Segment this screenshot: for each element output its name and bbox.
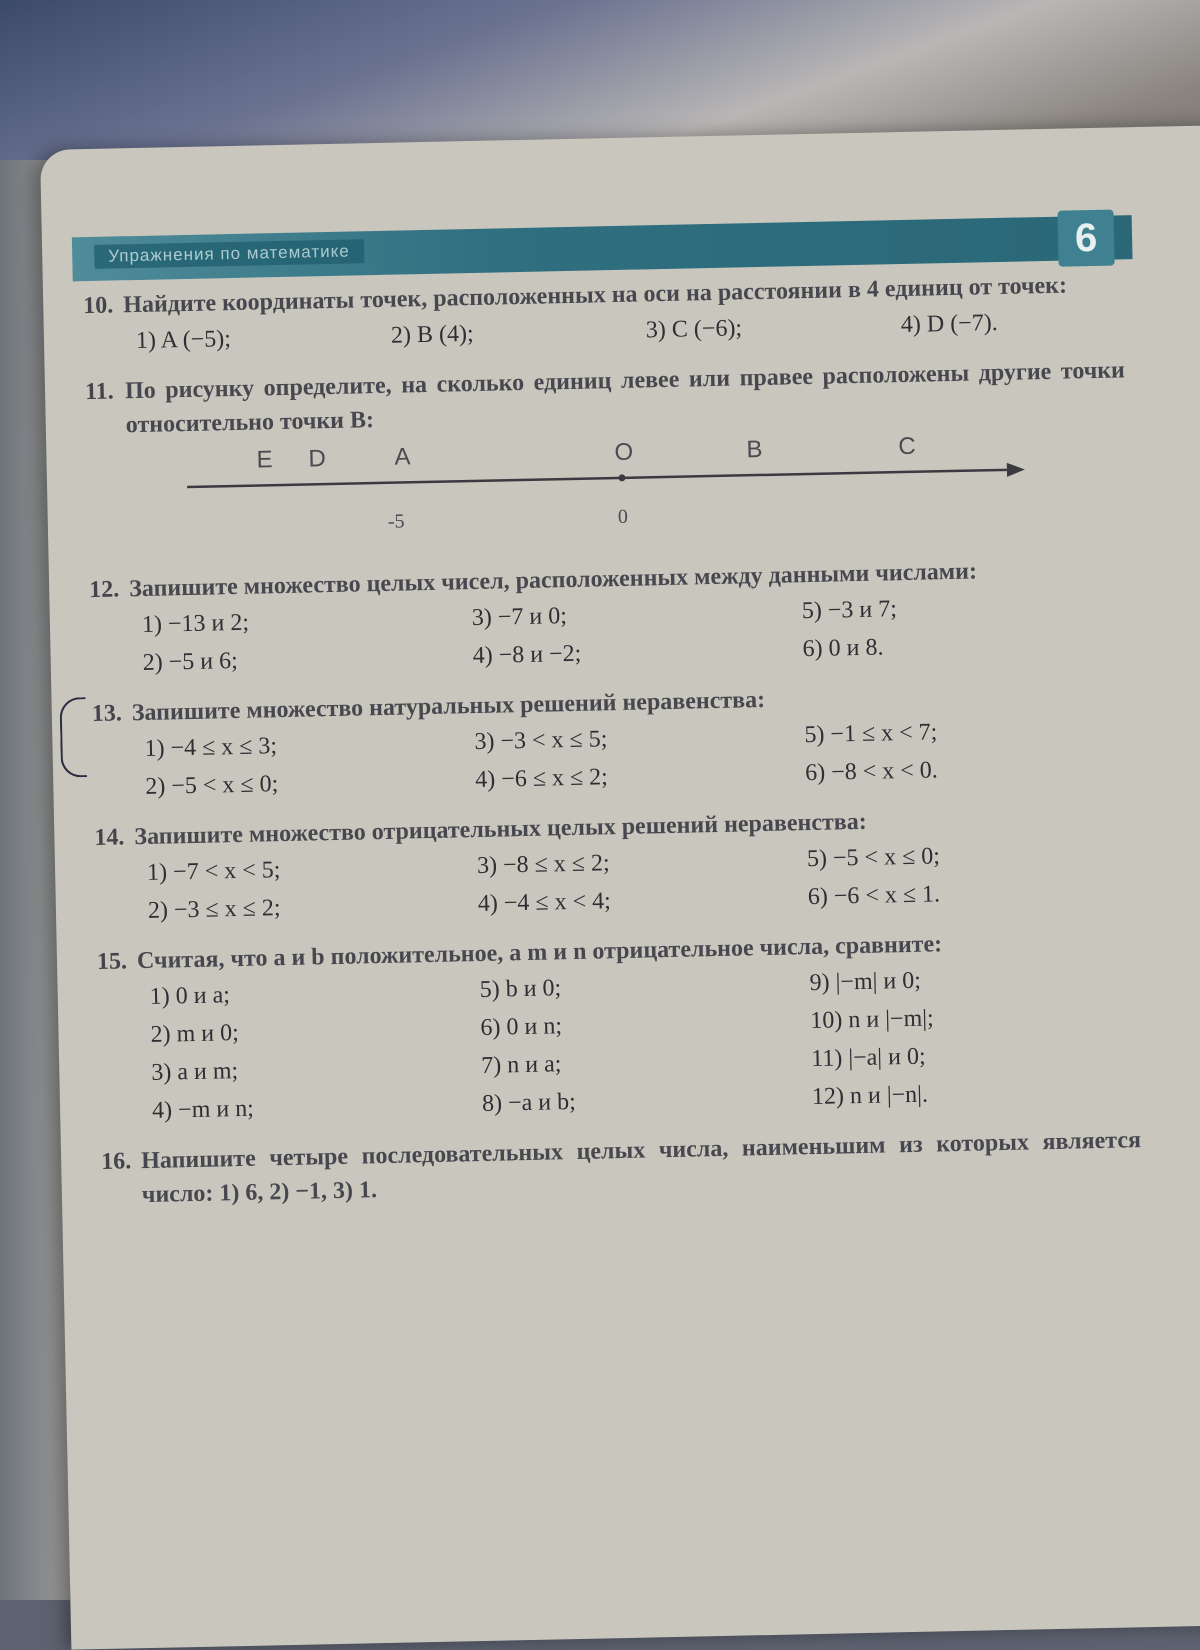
task-item: 10) n и |−m|;	[810, 1005, 934, 1035]
task-item: 2) m и 0;	[150, 1020, 239, 1048]
task-item: 4) −4 ≤ x < 4;	[477, 888, 612, 917]
point-label-c: C	[898, 432, 917, 461]
task-item: 6) −6 < x ≤ 1.	[807, 881, 941, 911]
task-item: 2) B (4);	[390, 320, 474, 349]
task-item: 7) n и a;	[481, 1051, 562, 1079]
task-item: 1) −7 < x < 5;	[146, 857, 281, 886]
task-10	[83, 267, 1124, 361]
task-15	[97, 923, 1141, 1131]
task-item: 1) −13 и 2;	[141, 609, 250, 638]
task-item: 3) −8 ≤ x ≤ 2;	[476, 850, 610, 880]
tick-label-minus-5: -5	[387, 510, 405, 533]
task-item: 4) −8 и −2;	[472, 640, 582, 670]
point-label-d: D	[308, 445, 327, 473]
number-line-figure	[86, 425, 1128, 547]
point-label-e: E	[256, 446, 273, 474]
task-item: 3) −7 и 0;	[471, 603, 568, 632]
task-text: Запишите множество отрицательных целых решений неравенства:	[134, 808, 867, 851]
task-item: 5) −3 и 7;	[801, 596, 898, 625]
task-13	[91, 675, 1133, 807]
task-item: 5) −5 < x ≤ 0;	[806, 843, 941, 873]
task-item: 6) 0 и n;	[480, 1013, 563, 1041]
task-item: 4) −6 ≤ x ≤ 2;	[475, 764, 609, 794]
task-item: 2) −3 ≤ x ≤ 2;	[147, 895, 281, 924]
task-text: Найдите координаты точек, расположенных на оси на расстоянии в 4 единиц от точек:	[122, 272, 1068, 319]
task-item: 9) |−m| и 0;	[809, 967, 922, 997]
point-label-b: B	[746, 435, 763, 464]
task-item: 5) −1 ≤ x < 7;	[804, 719, 938, 749]
task-items	[97, 957, 1140, 1131]
task-item: 6) −8 < x < 0.	[804, 757, 939, 787]
task-item: 3) a и m;	[151, 1058, 239, 1086]
task-item: 8) −a и b;	[481, 1088, 577, 1117]
page-number: 6	[1057, 210, 1114, 267]
task-text: Запишите множество целых чисел, расположенных между данными числами:	[128, 558, 978, 603]
task-item: 4) −m и n;	[151, 1095, 255, 1124]
task-text: Запишите множество натуральных решений неравенства:	[131, 686, 766, 727]
task-number: 12.	[88, 576, 120, 604]
task-number: 13.	[91, 700, 123, 728]
tick-label-0: 0	[617, 505, 629, 528]
task-number: 11.	[84, 378, 115, 406]
task-item: 12) n и |−n|.	[811, 1081, 929, 1111]
page-header-title: Упражнения по математике	[94, 239, 364, 269]
task-14	[94, 799, 1136, 931]
task-number: 10.	[83, 292, 114, 320]
task-item: 11) |−a| и 0;	[810, 1043, 926, 1073]
task-item: 3) C (−6);	[645, 315, 743, 344]
task-text: Считая, что a и b положительное, а m и n отрицательное числа, сравните:	[136, 931, 943, 975]
task-item: 6) 0 и 8.	[802, 634, 884, 663]
task-item: 5) b и 0;	[479, 975, 562, 1003]
exercise-list	[83, 267, 1142, 1227]
task-item: 2) −5 < x ≤ 0;	[145, 771, 279, 800]
task-text: Напишите четыре последовательных целых числа, наименьшим из которых является число: 1) 6, 2) −1, 3) 1.	[140, 1127, 1142, 1209]
point-label-a: A	[394, 443, 411, 471]
task-item: 1) −4 ≤ x ≤ 3;	[144, 733, 278, 762]
task-item: 3) −3 < x ≤ 5;	[474, 726, 608, 756]
task-number: 15.	[96, 948, 128, 975]
task-item: 2) −5 и 6;	[142, 647, 239, 676]
task-16	[101, 1123, 1142, 1213]
task-item: 4) D (−7).	[900, 309, 998, 339]
task-12	[89, 551, 1131, 683]
task-number: 14.	[94, 824, 125, 852]
book-page	[40, 125, 1200, 1650]
handwritten-bracket	[59, 697, 87, 778]
task-item: 1) A (−5);	[135, 326, 232, 355]
task-item: 1) 0 и a;	[149, 982, 231, 1010]
task-text: По рисунку определите, на сколько единиц левее или правее расположены другие точки относительно точки B:	[124, 357, 1126, 439]
task-11	[85, 353, 1128, 547]
task-number: 16.	[100, 1148, 132, 1175]
point-label-o: O	[614, 438, 634, 467]
